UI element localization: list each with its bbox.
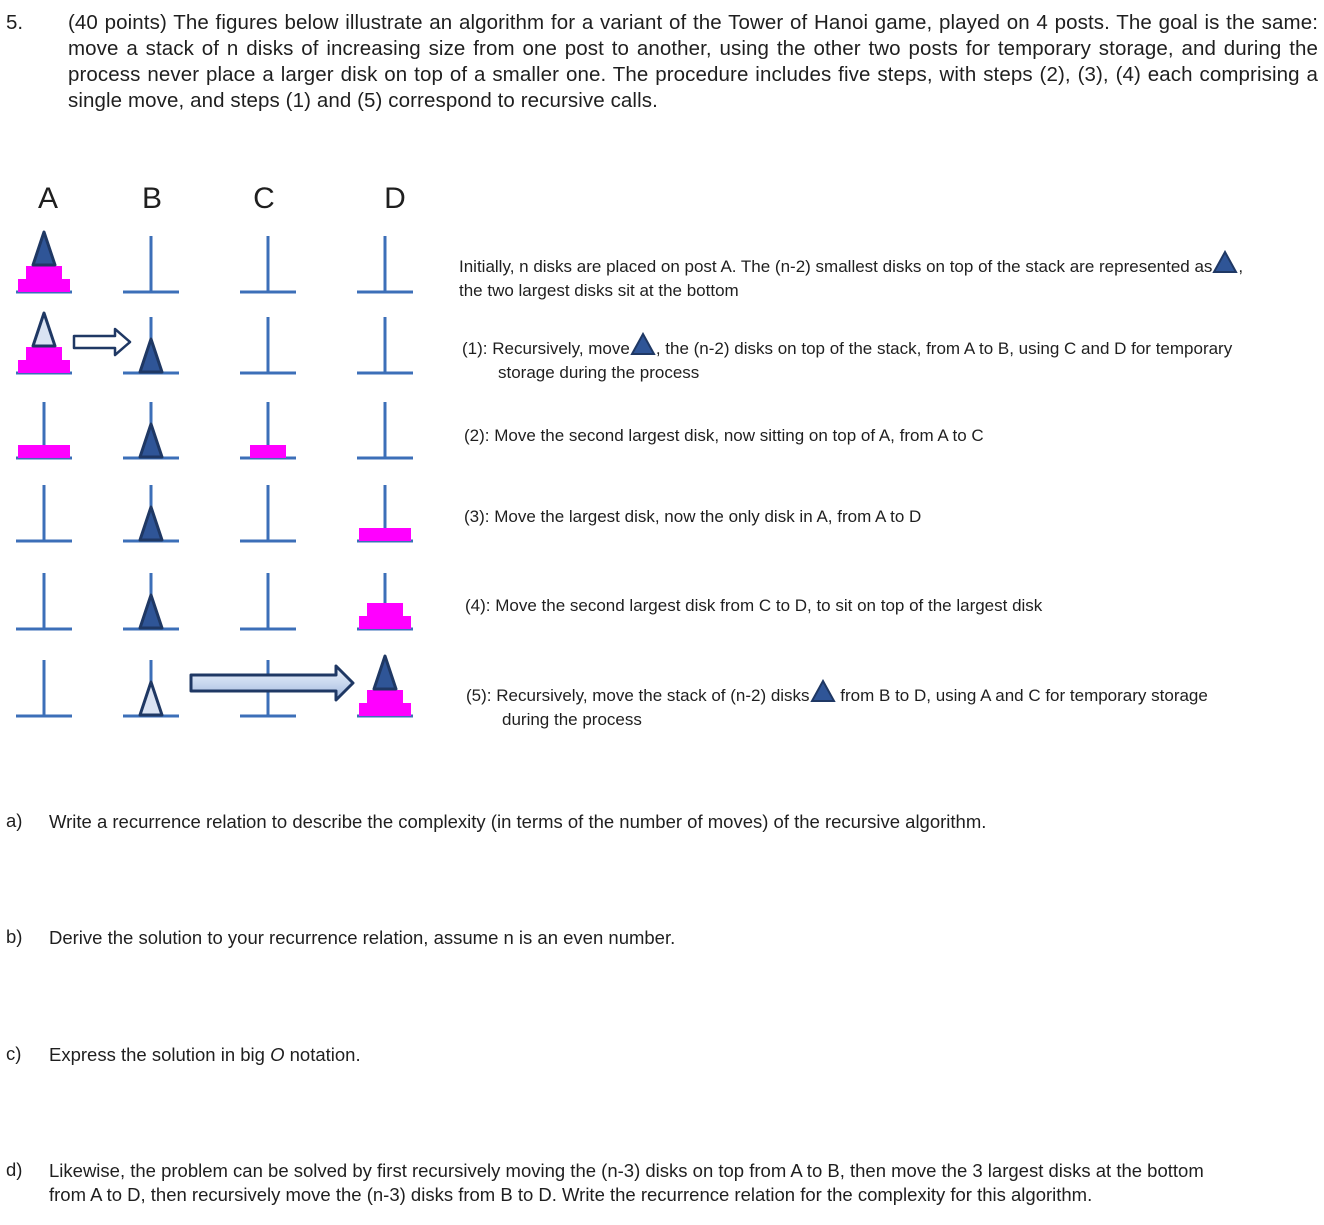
- disk-stack-triangle: [374, 656, 396, 689]
- subq-c-text-before: Express the solution in big: [49, 1044, 271, 1065]
- step-initial-text: Initially, n disks are placed on post A. The (n-2) smallest disks on top of the stack are represented as: [459, 257, 1213, 276]
- second-largest-disk: [26, 266, 62, 279]
- step-4: (4): Move the second largest disk from C to D, to sit on top of the largest disk: [465, 596, 1043, 615]
- subq-d-text: [49, 1159, 1204, 1207]
- step-1-text: (1): Recursively, move: [462, 339, 630, 358]
- post-label-d: D: [384, 182, 406, 215]
- subq-c-italic: O: [270, 1044, 285, 1065]
- post-label-c: C: [253, 182, 275, 215]
- subq-b-label: b): [6, 926, 23, 947]
- subq-d-line1: Likewise, the problem can be solved by first recursively moving the (n-3) disks on top from A to B, then move the 3 largest disks at the bottom: [49, 1160, 1204, 1181]
- largest-disk: [18, 445, 70, 458]
- largest-disk: [18, 279, 70, 292]
- step-initial-comma: ,: [1238, 257, 1244, 276]
- step-3: (3): Move the largest disk, now the only disk in A, from A to D: [464, 507, 922, 526]
- step-initial-line2: the two largest disks sit at the bottom: [459, 281, 739, 300]
- subq-b-text: Derive the solution to your recurrence relation, assume n is an even number.: [49, 927, 676, 948]
- question-number: 5.: [6, 11, 24, 34]
- post-label-b: B: [141, 182, 162, 215]
- disk-stack-triangle: [140, 507, 162, 540]
- disk-stack-triangle: [140, 595, 162, 628]
- stack-triangle-icon: [630, 332, 656, 356]
- disk-stack-triangle: [140, 424, 162, 457]
- question-text: (40 points) The figures below illustrate an algorithm for a variant of the Tower of Hanoi game, played on 4 posts. The goal is the same: move a stack of n disks of increasing size from one post to another, using the other two posts for temporary storage, and during the process never place a larger disk on top of a smaller one. The procedure includes five steps, with steps (2), (3), (4) each comprising a single move, and steps (1) and (5) correspond to recursive calls.: [68, 11, 1318, 112]
- step-1-line2: storage during the process: [498, 363, 700, 382]
- move-arrow-b-to-d: [191, 666, 353, 700]
- largest-disk: [18, 360, 70, 373]
- subq-c-label: c): [6, 1043, 22, 1064]
- subq-c-text: [49, 1043, 361, 1067]
- step-5-text: (5): Recursively, move the stack of (n-2) disks: [466, 686, 810, 705]
- hanoi-figure: [0, 0, 460, 740]
- subq-c-text-after: notation.: [284, 1044, 361, 1065]
- second-largest-disk: [26, 347, 62, 360]
- step-initial: [459, 250, 1243, 303]
- second-largest-disk: [367, 603, 403, 616]
- moved-stack-triangle: [33, 313, 55, 346]
- subq-a-label: a): [6, 810, 23, 831]
- subq-d-line2: from A to D, then recursively move the (n-3) disks from B to D. Write the recurrence relation for the complexity for this algorithm.: [49, 1184, 1093, 1205]
- largest-disk: [359, 528, 411, 541]
- step-2: (2): Move the second largest disk, now sitting on top of A, from A to C: [464, 426, 984, 445]
- second-largest-disk: [250, 445, 286, 458]
- stack-triangle-icon: [810, 679, 836, 703]
- disk-stack-triangle: [140, 339, 162, 372]
- disk-stack-triangle: [33, 232, 55, 265]
- step-5: [466, 679, 1208, 732]
- second-largest-disk: [367, 690, 403, 703]
- move-arrow-a-to-b: [74, 329, 130, 355]
- step-5-text-after: from B to D, using A and C for temporary storage: [835, 686, 1208, 705]
- step-5-line2: during the process: [502, 710, 642, 729]
- subq-d-label: d): [6, 1159, 23, 1180]
- subq-a-text: Write a recurrence relation to describe the complexity (in terms of the number of moves) of the recursive algorithm.: [49, 811, 987, 832]
- post-label-a: A: [37, 182, 58, 215]
- stack-triangle-icon: [1212, 250, 1238, 274]
- largest-disk: [359, 616, 411, 629]
- step-1-text-after: , the (n-2) disks on top of the stack, from A to B, using C and D for temporary: [655, 339, 1233, 358]
- step-1: [462, 332, 1232, 385]
- moved-stack-triangle: [140, 682, 162, 715]
- largest-disk: [359, 703, 411, 716]
